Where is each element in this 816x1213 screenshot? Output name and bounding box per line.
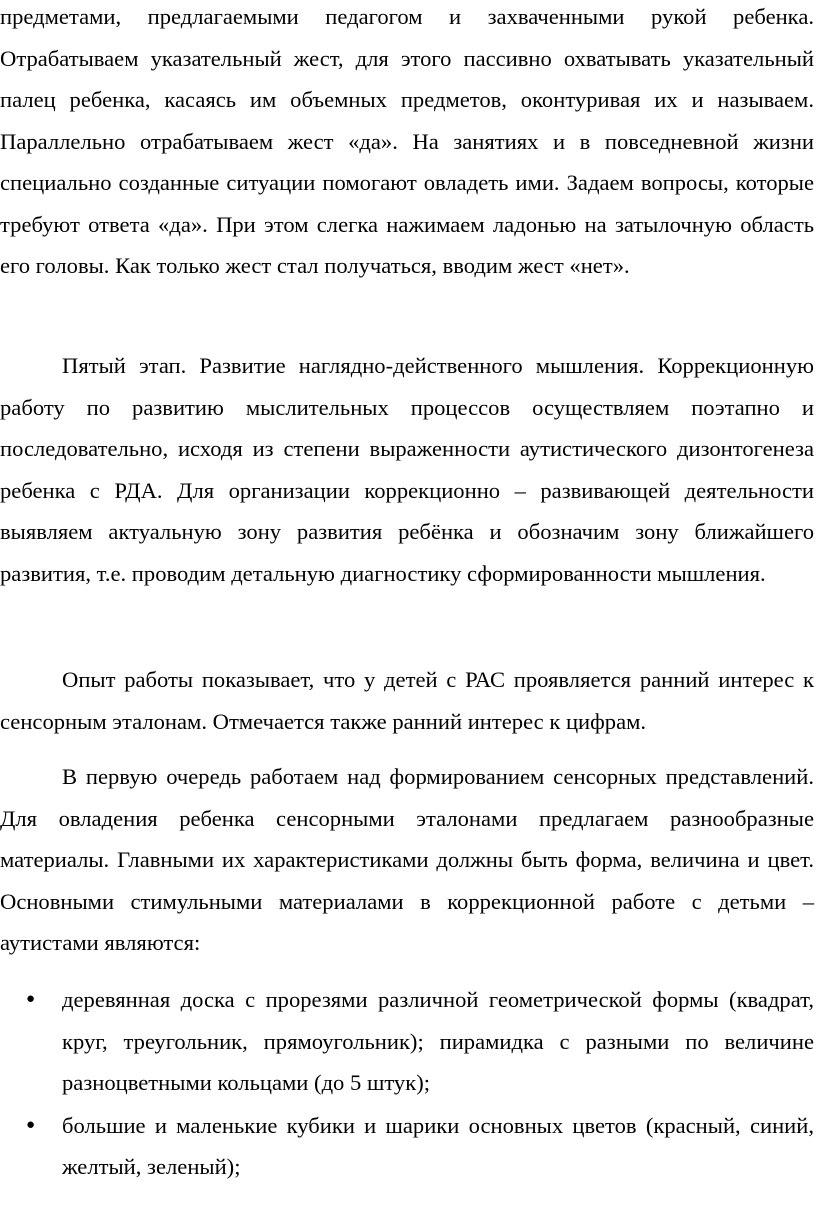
paragraph-fifth-stage: Пятый этап. Развитие наглядно-действенного мышления. Коррекционную работу по развитию мыслительных процессов осуществляем поэтапно и последовательно, исходя из степени выраженности аутистического дизонтогенеза ребенка с РДА. Для организации коррекционно – развивающей деятельности выявляем актуальную зону развития ребёнка и обозначим зону ближайшего развития, т.е. проводим детальную диагностику сформированности мышления. — [0, 353, 814, 586]
list-item — [0, 979, 814, 1104]
stimulus-materials-list — [0, 979, 814, 1188]
list-item — [0, 1105, 814, 1188]
list-item-text: большие и маленькие кубики и шарики основных цветов (красный, синий, желтый, зеленый); — [62, 1112, 814, 1179]
paragraph-work-experience: Опыт работы показывает, что у детей с РАС проявляется ранний интерес к сенсорным эталонам. Отмечается также ранний интерес к цифрам. — [0, 667, 814, 734]
bullet-icon: ● — [26, 1116, 36, 1133]
paragraph-sensory-representations: В первую очередь работаем над формированием сенсорных представлений. Для овладения ребенка сенсорными эталонами предлагаем разнообразные материалы. Главными их характеристиками должны быть форма, величина и цвет. Основными стимульными материалами в коррекционной работе с детьми – аутистами являются: — [0, 764, 814, 955]
bullet-icon: ● — [26, 991, 36, 1007]
paragraph-gesture-training: предметами, предлагаемыми педагогом и захваченными рукой ребенка. Отрабатываем указательный жест, для этого пассивно охватывать указательный палец ребенка, касаясь им объемных предметов, оконтуривая их и называем. Параллельно отрабатываем жест «да». На занятиях и в повседневной жизни специально созданные ситуации помогают овладеть ими. Задаем вопросы, которые требуют ответа «да». При этом слегка нажимаем ладонью на затылочную область его головы. Как только жест стал получаться, вводим жест «нет». — [0, 4, 814, 278]
list-item-text: деревянная доска с прорезями различной геометрической формы (квадрат, круг, треугольник, прямоугольник); пирамидка с разными по величине разноцветными кольцами (до 5 штук); — [62, 987, 814, 1095]
